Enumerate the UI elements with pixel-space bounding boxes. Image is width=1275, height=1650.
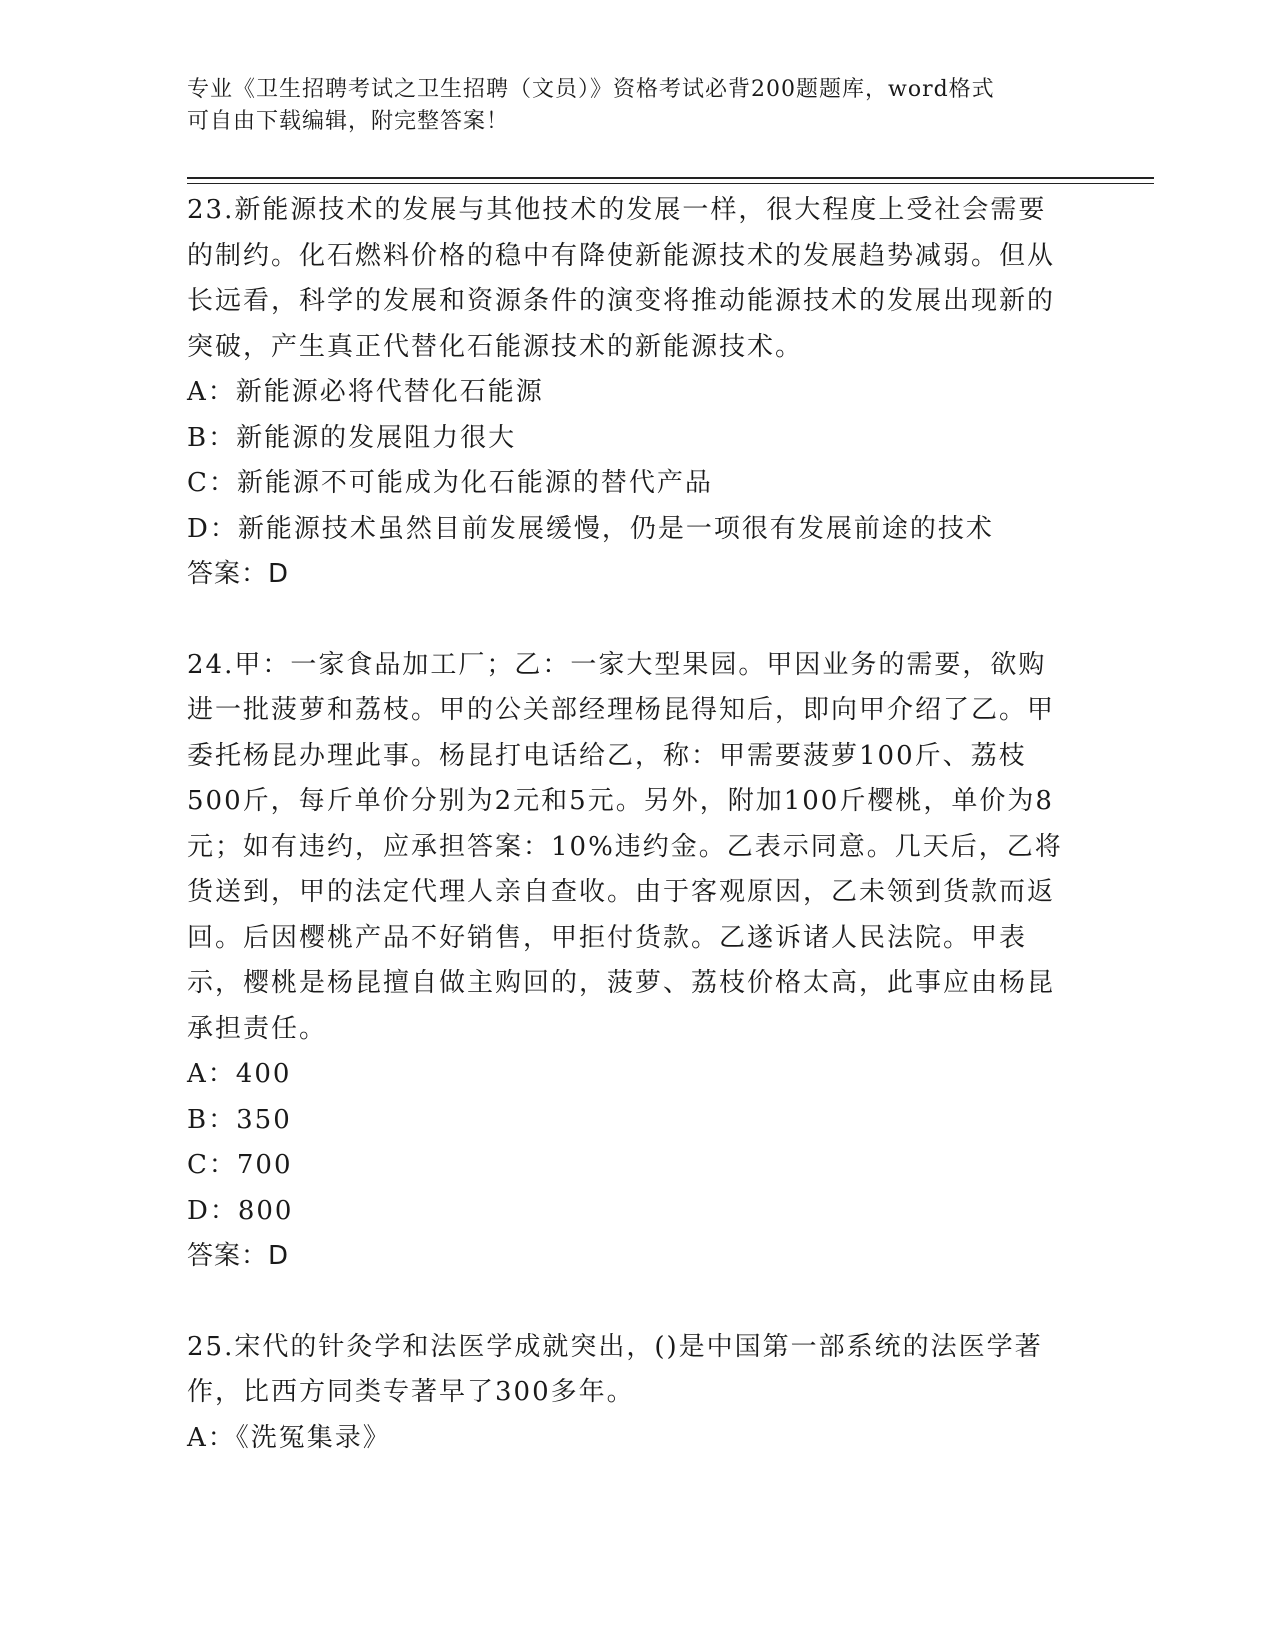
- question-23: [187, 188, 1067, 598]
- option-d: D：800: [187, 1195, 294, 1226]
- option-a: A：400: [187, 1059, 292, 1089]
- question-text: 23.新能源技术的发展与其他技术的发展一样，很大程度上受社会需要的制约。化石燃料价格的稳中有降使新能源技术的发展趋势减弱。但从长远看，科学的发展和资源条件的演变将推动能源技术的发展出现新的突破，产生真正代替化石能源技术的新能源技术。: [187, 195, 1056, 362]
- header-line-1: 专业《卫生招聘考试之卫生招聘（文员）》资格考试必背200题题库，word格式: [187, 77, 995, 102]
- option-d: D：新能源技术虽然目前发展缓慢，仍是一项很有发展前途的技术: [187, 513, 994, 544]
- header-divider-thin: [187, 183, 1154, 184]
- header-line-2: 可自由下载编辑，附完整答案！: [187, 109, 510, 134]
- question-text: 25.宋代的针灸学和法医学成就突出，()是中国第一部系统的法医学著作，比西方同类专著早了300多年。: [187, 1331, 1043, 1407]
- question-25: [187, 1325, 1067, 1462]
- option-c: C：新能源不可能成为化石能源的替代产品: [187, 468, 713, 498]
- answer-line: 答案：D: [187, 559, 290, 589]
- option-b: B：350: [187, 1104, 292, 1135]
- option-b: B：新能源的发展阻力很大: [187, 422, 517, 453]
- header-divider-thick: [187, 177, 1154, 179]
- document-header: [187, 74, 1087, 138]
- question-text: 24.甲：一家食品加工厂；乙：一家大型果园。甲因业务的需要，欲购进一批菠萝和荔枝。甲的公关部经理杨昆得知后，即向甲介绍了乙。甲委托杨昆办理此事。杨昆打电话给乙，称：甲需要菠萝100斤、荔枝500斤，每斤单价分别为2元和5元。另外，附加100斤樱桃，单价为8元；如有违约，应承担答案：10%违约金。乙表示同意。几天后，乙将货送到，甲的法定代理人亲自查收。由于客观原因，乙未领到货款而返回。后因樱桃产品不好销售，甲拒付货款。乙遂诉诸人民法院。甲表示，樱桃是杨昆擅自做主购回的，菠萝、荔枝价格太高，此事应由杨昆承担责任。: [187, 649, 1063, 1044]
- question-spacer: [187, 1280, 1067, 1325]
- question-list: [187, 188, 1067, 1461]
- question-spacer: [187, 598, 1067, 643]
- option-a: A：《洗冤集录》: [187, 1422, 391, 1453]
- answer-line: 答案：D: [187, 1241, 290, 1271]
- question-24: [187, 643, 1067, 1280]
- option-a: A：新能源必将代替化石能源: [187, 377, 544, 407]
- option-c: C：700: [187, 1150, 293, 1180]
